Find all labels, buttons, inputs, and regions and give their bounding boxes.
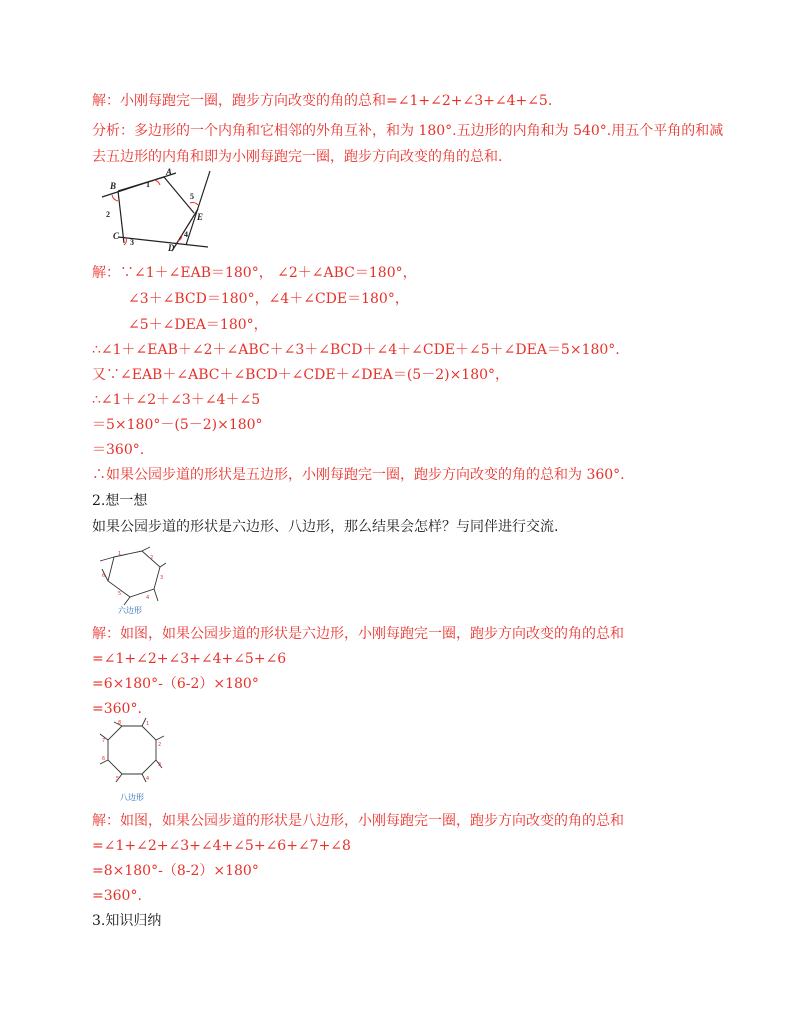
angle-label-3: 3: [130, 238, 134, 247]
solution-pentagon-line-5: 又∵∠EAB＋∠ABC＋∠BCD＋∠CDE＋∠DEA＝(5－2)×180°，: [92, 367, 510, 383]
solution-octagon-line-3: =8×180°-（8-2）×180°: [92, 863, 259, 879]
section-heading-summary: 3.知识归纳: [92, 913, 162, 929]
oct-angle-5: 5: [116, 776, 120, 782]
analysis-line-1: 分析：多边形的一个内角和它相邻的外角互补，和为 180°.五边形的内角和为 540°.用五个平角的和减: [92, 123, 724, 139]
angle-label-1: 1: [146, 180, 150, 189]
angle-label-5: 5: [190, 192, 194, 201]
angle-label-4: 4: [184, 230, 188, 239]
solution-pentagon-line-1: 解：∵∠1＋∠EAB＝180°， ∠2＋∠ABC＝180°，: [92, 265, 417, 281]
octagon-figure: [96, 716, 170, 790]
oct-angle-8: 8: [118, 720, 122, 726]
solution-octagon-line-4: =360°.: [92, 888, 142, 904]
octagon-caption: 八边形: [120, 793, 144, 802]
hex-angle-6: 6: [102, 573, 106, 579]
vertex-D: D: [168, 243, 175, 253]
vertex-C: C: [113, 231, 120, 241]
vertex-E: E: [197, 212, 204, 222]
solution-pentagon-line-6: ∴∠1＋∠2＋∠3＋∠4＋∠5: [92, 392, 261, 408]
solution-pentagon-line-3: ∠5＋∠DEA＝180°，: [128, 317, 268, 333]
hexagon-caption: 六边形: [118, 606, 142, 615]
solution-octagon-line-2: =∠1+∠2+∠3+∠4+∠5+∠6+∠7+∠8: [92, 838, 351, 854]
solution-line-1: 解：小刚每跑完一圈，跑步方向改变的角的总和=∠1+∠2+∠3+∠4+∠5.: [92, 93, 553, 109]
hex-angle-5: 5: [118, 591, 122, 597]
solution-pentagon-line-7: ＝5×180°－(5－2)×180°: [92, 417, 263, 433]
hex-angle-4: 4: [146, 595, 150, 601]
analysis-line-2: 去五边形的内角和即为小刚每跑完一圈，跑步方向改变的角的总和.: [92, 149, 503, 165]
oct-angle-4: 4: [146, 776, 150, 782]
solution-pentagon-line-2: ∠3＋∠BCD＝180°，∠4＋∠CDE＝180°，: [128, 291, 409, 307]
hex-angle-1: 1: [118, 551, 122, 557]
pentagon-figure: [98, 165, 228, 255]
section-heading-think: 2.想一想: [92, 493, 148, 509]
solution-octagon-line-1: 解：如图，如果公园步道的形状是八边形，小刚每跑完一圈，跑步方向改变的角的总和: [92, 813, 624, 829]
solution-pentagon-line-9: ∴如果公园步道的形状是五边形，小刚每跑完一圈，跑步方向改变的角的总和为 360°.: [92, 467, 625, 483]
solution-hexagon-line-2: =∠1+∠2+∠3+∠4+∠5+∠6: [92, 651, 287, 667]
hexagon-figure: [94, 545, 174, 609]
oct-angle-1: 1: [146, 721, 150, 727]
solution-hexagon-line-1: 解：如图，如果公园步道的形状是六边形，小刚每跑完一圈，跑步方向改变的角的总和: [92, 626, 624, 642]
oct-angle-3: 3: [158, 762, 162, 768]
oct-angle-7: 7: [102, 738, 106, 744]
hex-angle-3: 3: [160, 575, 164, 581]
solution-pentagon-line-4: ∴∠1＋∠EAB＋∠2＋∠ABC＋∠3＋∠BCD＋∠4＋∠CDE＋∠5＋∠DEA＝5×180°.: [92, 342, 620, 358]
oct-angle-6: 6: [102, 756, 106, 762]
question-text: 如果公园步道的形状是六边形、八边形，那么结果会怎样？与同伴进行交流.: [92, 519, 559, 535]
solution-hexagon-line-3: =6×180°-（6-2）×180°: [92, 676, 259, 692]
solution-pentagon-line-8: ＝360°.: [92, 442, 145, 458]
angle-label-2: 2: [106, 210, 110, 219]
oct-angle-2: 2: [158, 742, 162, 748]
vertex-B: B: [110, 181, 117, 191]
solution-hexagon-line-4: =360°.: [92, 701, 142, 717]
hex-angle-2: 2: [150, 555, 154, 561]
vertex-A: A: [166, 167, 173, 177]
